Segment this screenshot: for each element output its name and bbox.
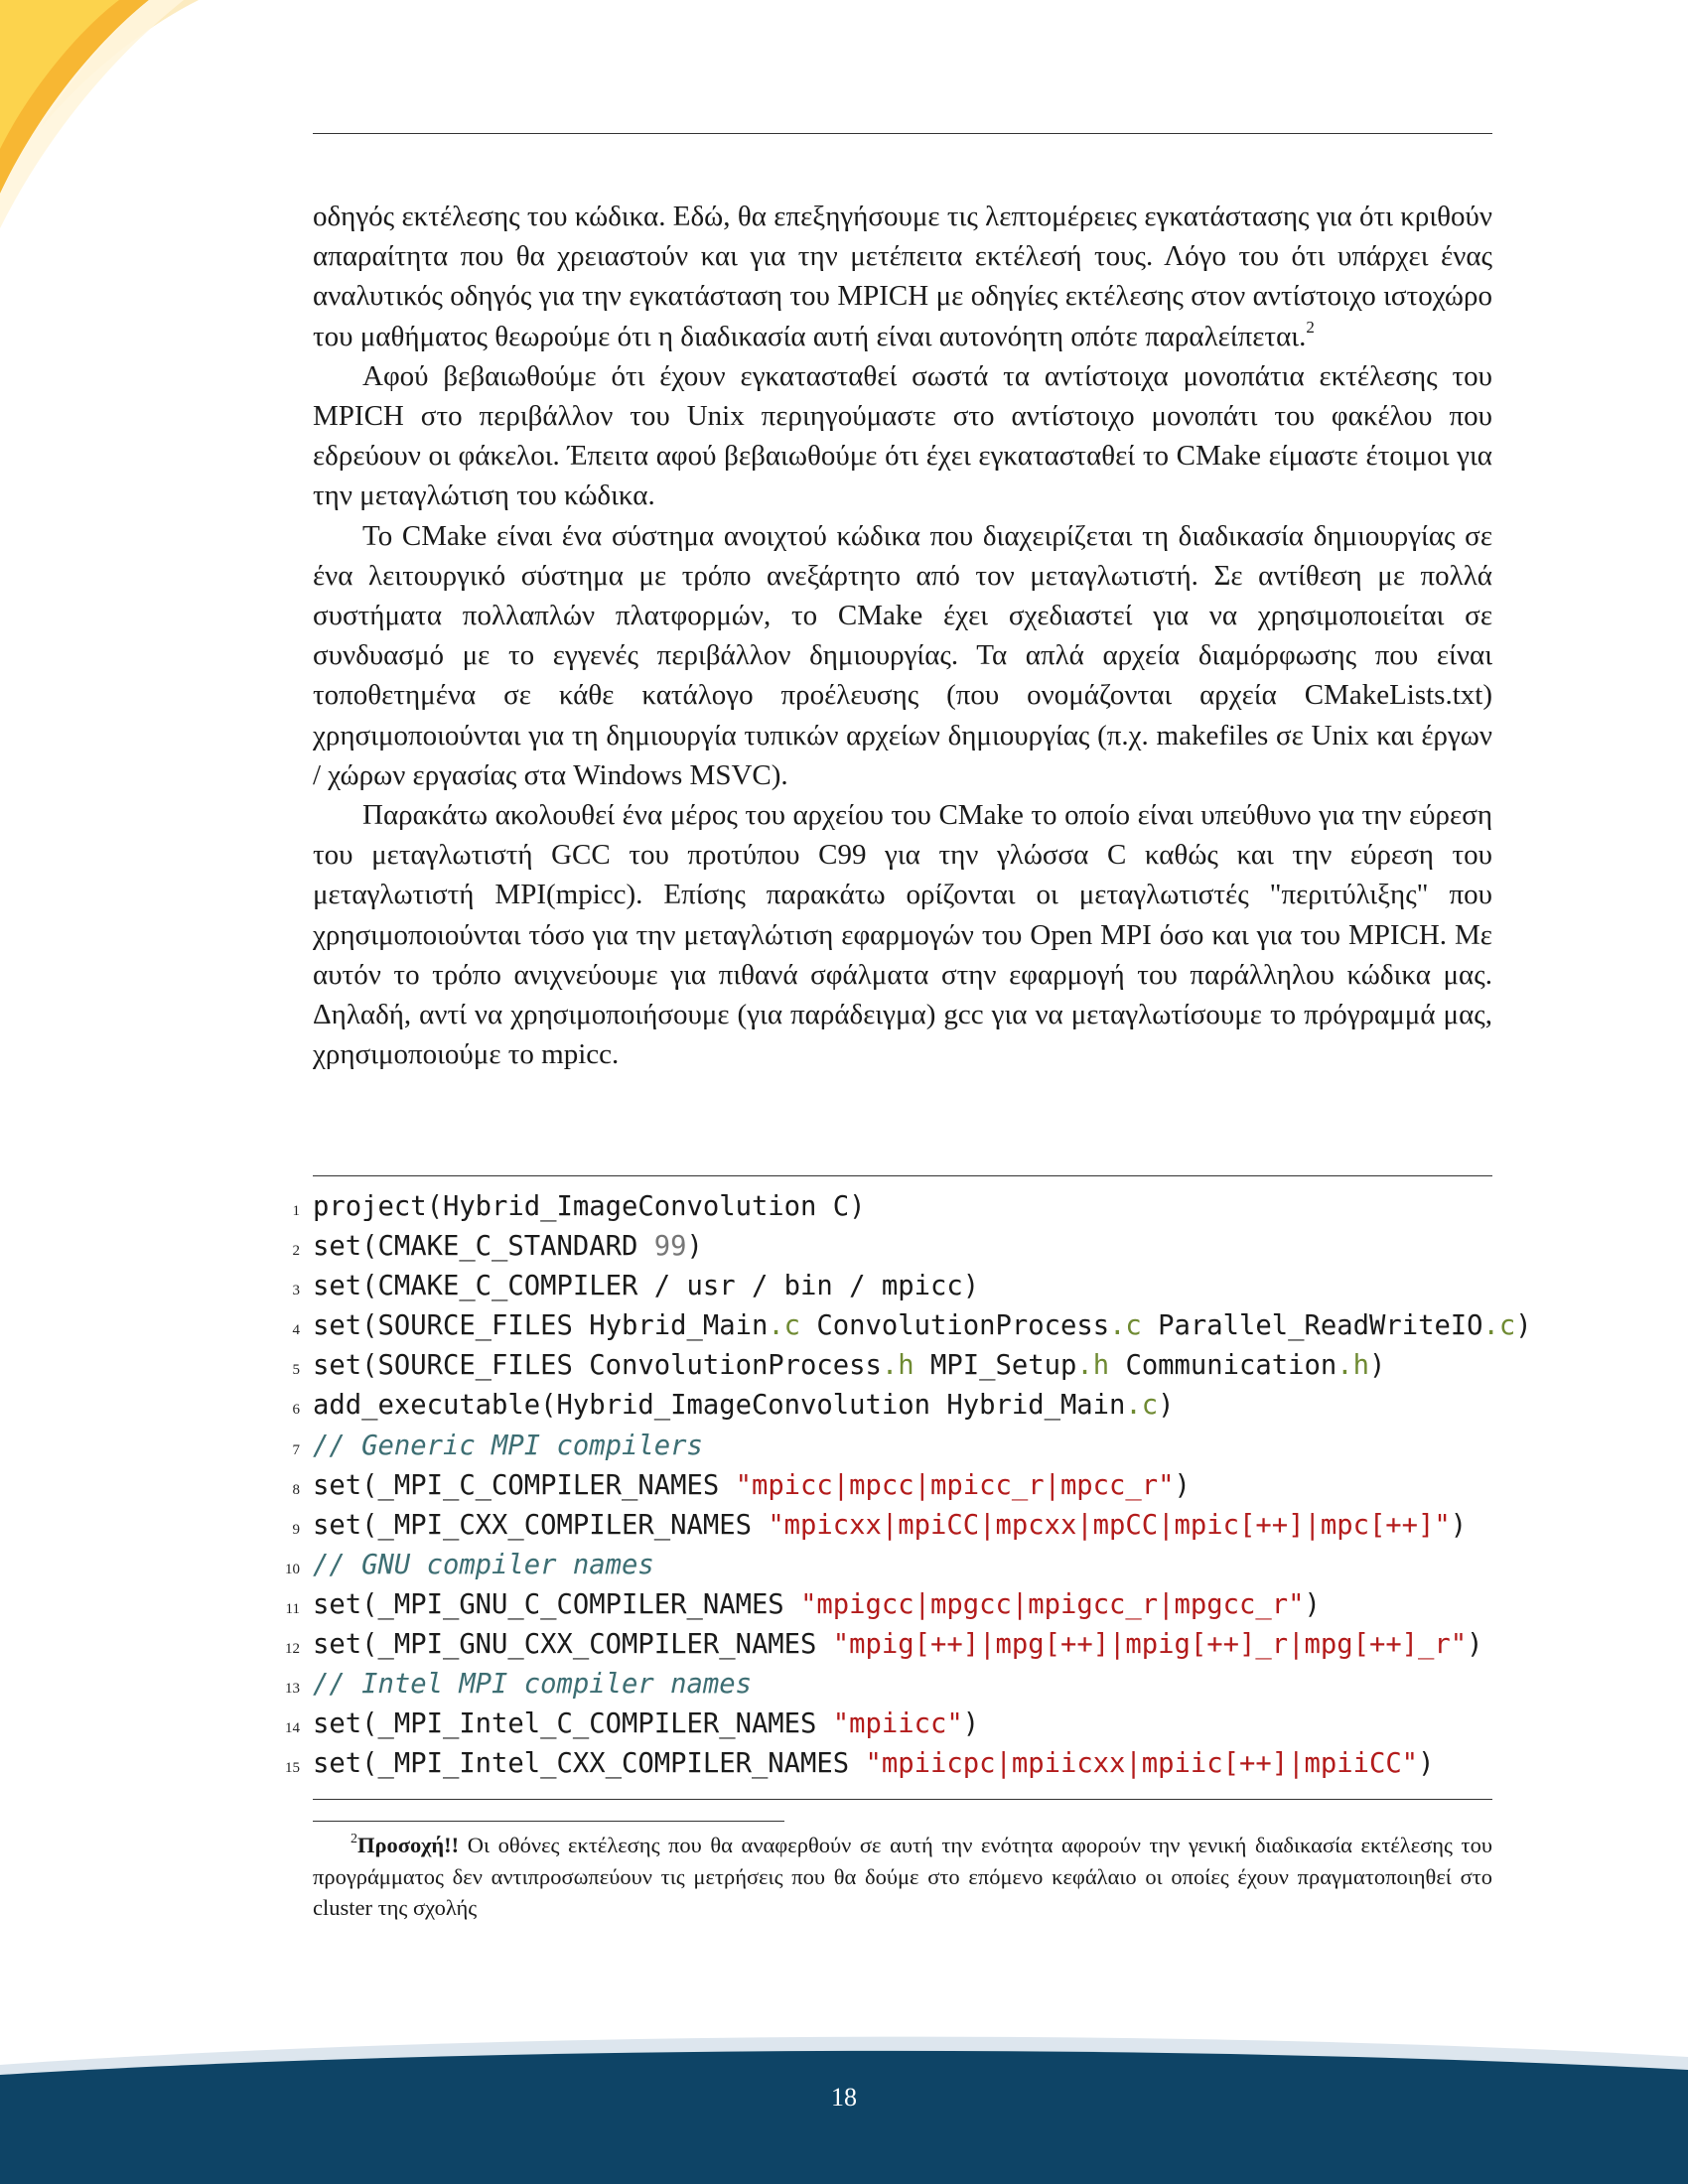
code-token: set(_MPI_GNU_C_COMPILER_NAMES <box>313 1588 801 1620</box>
line-number: 2 <box>292 1243 300 1260</box>
code-token: ) <box>1158 1390 1175 1422</box>
code-token: .h <box>1076 1350 1110 1382</box>
line-number: 6 <box>292 1402 300 1419</box>
code-token: .c <box>1125 1390 1159 1422</box>
line-number: 11 <box>285 1600 300 1617</box>
line-number: 13 <box>285 1681 300 1698</box>
code-token: ) <box>686 1231 703 1263</box>
line-number: 10 <box>285 1561 300 1577</box>
line-number: 14 <box>285 1720 300 1737</box>
line-number: 1 <box>292 1203 300 1219</box>
line-number: 8 <box>292 1481 300 1498</box>
code-token: // Intel MPI compiler names <box>313 1669 752 1701</box>
code-line <box>280 1506 1521 1546</box>
code-token: "mpig[++]|mpg[++]|mpig[++]_r|mpg[++]_r" <box>832 1629 1468 1661</box>
code-token: ) <box>1467 1629 1483 1661</box>
code-token: .c <box>1109 1310 1142 1342</box>
code-token: "mpicxx|mpiCC|mpcxx|mpCC|mpic[++]|mpc[++]" <box>768 1509 1451 1541</box>
code-token: set(_MPI_CXX_COMPILER_NAMES <box>313 1509 769 1541</box>
footnote <box>313 1830 1492 1924</box>
code-line <box>280 1585 1521 1625</box>
body-text <box>313 197 1492 1074</box>
paragraph-4: Παρακάτω ακολουθεί ένα μέρος του αρχείου του CMake το οποίο είναι υπεύθυνο για την εύρεση του μεταγλωτιστή GCC του προτύπου C99 για την γλώσσα C καθώς και την εύρεση του μεταγλωτιστή MPI(mpicc). Επίσης παρακάτω ορίζονται οι μεταγλωτιστές "περιτύλιξης" που χρησιμοποιούνται τόσο για την μεταγλώτιση εφαρμογών του Open MPI όσο και για του MPICH. Με αυτόν το τρόπο ανιχνεύουμε για πιθανά σφάλματα στην εφαρμογή του παράλληλου κώδικα μας. Δηλαδή, αντί να χρησιμοποιήσουμε (για παράδειγμα) gcc για να μεταγλωτίσουμε το πρόγραμμά μας, χρησιμοποιούμε το mpicc. <box>313 799 1492 1071</box>
code-line <box>280 1346 1521 1386</box>
code-token: ) <box>1450 1509 1468 1541</box>
line-number: 9 <box>292 1521 300 1538</box>
paragraph-2: Αφού βεβαιωθούμε ότι έχουν εγκατασταθεί σωστά τα αντίστοιχα μονοπάτια εκτέλεσης του MPICH στο περιβάλλον του Unix περιηγούμαστε στο αντίστοιχο μονοπάτι του φακέλου που εδρεύουν οι φάκελοι. Έπειτα αφού βεβαιωθούμε ότι έχει εγκατασταθεί το CMake είμαστε έτοιμοι για την μεταγλώτιση του κώδικα. <box>313 359 1492 512</box>
code-token: set(_MPI_GNU_CXX_COMPILER_NAMES <box>313 1629 833 1661</box>
code-line <box>280 1546 1521 1585</box>
footnote-number: 2 <box>351 1832 357 1846</box>
footnote-text: Οι οθόνες εκτέλεσης που θα αναφερθούν σε αυτή την ενότητα αφορούν την γενική διαδικασία εκτέλεσης του προγράμματος δεν αντιπροσωπεύουν τις μετρήσεις που θα δούμε στο επόμενο κεφάλαιο οι οποίες έχουν πραγματοποιηθεί στο cluster της σχολής <box>313 1833 1492 1921</box>
code-token: set(CMAKE_C_STANDARD <box>313 1231 654 1263</box>
line-number: 7 <box>292 1441 300 1458</box>
code-rule-top <box>313 1175 1492 1176</box>
code-token: Communication <box>1109 1350 1337 1382</box>
code-token: set(SOURCE_FILES Hybrid_Main <box>313 1310 769 1342</box>
code-token: ) <box>1304 1588 1321 1620</box>
corner-decoration <box>0 0 199 228</box>
code-token: "mpiicc" <box>832 1708 963 1740</box>
code-token: ) <box>1515 1310 1532 1342</box>
line-number: 12 <box>285 1641 300 1658</box>
code-token: set(_MPI_C_COMPILER_NAMES <box>313 1469 736 1501</box>
code-listing <box>280 1187 1532 1784</box>
paragraph-3: Το CMake είναι ένα σύστημα ανοιχτού κώδικα που διαχειρίζεται τη διαδικασία δημιουργίας σε ένα λειτουργικό σύστημα με τρόπο ανεξάρτητο από τον μεταγλωτιστή. Σε αντίθεση με πολλά συστήματα πολλαπλών πλατφορμών, το CMake έχει σχεδιαστεί για να χρησιμοποιείται σε συνδυασμό με το εγγενές περιβάλλον δημιουργίας. Τα απλά αρχεία διαμόρφωσης που είναι τοποθετημένα σε κάθε κατάλογο προέλευσης (που ονομάζονται αρχεία CMakeLists.txt) χρησιμοποιούνται για τη δημιουργία τυπικών αρχείων δημιουργίας (π.χ. makefiles σε Unix και έργων / χώρων εργασίας στα Windows MSVC). <box>313 519 1492 791</box>
footnote-bold: Προσοχή!! <box>357 1833 460 1857</box>
footnote-marker: 2 <box>1306 317 1315 337</box>
page-number: 18 <box>831 2083 857 2112</box>
code-line <box>280 1427 1521 1466</box>
code-token: ) <box>1418 1748 1435 1780</box>
code-token: .h <box>1336 1350 1369 1382</box>
code-line <box>280 1386 1521 1426</box>
code-token: Parallel_ReadWriteIO <box>1141 1310 1483 1342</box>
line-number: 3 <box>292 1283 300 1299</box>
code-line <box>280 1625 1521 1665</box>
code-token: ) <box>1174 1469 1191 1501</box>
line-number: 4 <box>292 1322 300 1339</box>
line-number: 15 <box>285 1760 300 1777</box>
code-token: set(CMAKE_C_COMPILER / usr / bin / mpicc) <box>313 1271 980 1302</box>
code-token: ) <box>1368 1350 1386 1382</box>
code-line <box>280 1466 1521 1506</box>
code-token: 99 <box>653 1231 687 1263</box>
code-token: ConvolutionProcess <box>800 1310 1110 1342</box>
code-line <box>280 1665 1521 1705</box>
code-line <box>280 1705 1521 1744</box>
code-token: add_executable(Hybrid_ImageConvolution Hybrid_Main <box>313 1390 1126 1422</box>
code-line <box>280 1306 1532 1346</box>
code-token: "mpigcc|mpgcc|mpigcc_r|mpgcc_r" <box>800 1588 1305 1620</box>
footnote-rule <box>313 1821 784 1822</box>
code-token: .h <box>881 1350 914 1382</box>
line-number: 5 <box>292 1362 300 1379</box>
code-token: "mpiicpc|mpiicxx|mpiic[++]|mpiiCC" <box>865 1748 1419 1780</box>
code-token: set(SOURCE_FILES ConvolutionProcess <box>313 1350 882 1382</box>
code-line <box>280 1227 1521 1267</box>
code-token: set(_MPI_Intel_C_COMPILER_NAMES <box>313 1708 833 1740</box>
code-line <box>280 1744 1521 1784</box>
code-token: .c <box>768 1310 801 1342</box>
code-token: set(_MPI_Intel_CXX_COMPILER_NAMES <box>313 1748 866 1780</box>
code-token: MPI_Setup <box>914 1350 1077 1382</box>
code-line <box>280 1187 1521 1227</box>
header-rule <box>313 133 1492 134</box>
code-token: .c <box>1482 1310 1516 1342</box>
code-line <box>280 1267 1521 1306</box>
code-token: project(Hybrid_ImageConvolution C) <box>313 1191 866 1222</box>
code-rule-bottom <box>313 1799 1492 1800</box>
code-token: // GNU compiler names <box>313 1549 654 1580</box>
paragraph-1: οδηγός εκτέλεσης του κώδικα. Εδώ, θα επεξηγήσουμε τις λεπτομέρειες εγκατάστασης για ότι κριθούν απαραίτητα που θα χρειαστούν και για την μετέπειτα εκτέλεσή τους. Λόγο του ότι υπάρχει ένας αναλυτικός οδηγός για την εγκατάσταση του MPICH με οδηγίες εκτέλεσης στον αντίστοιχο ιστοχώρο του μαθήματος θεωρούμε ότι η διαδικασία αυτή είναι αυτονόητη οπότε παραλείπεται.$^2$ <box>313 201 1492 352</box>
code-token: // Generic MPI compilers <box>313 1430 703 1461</box>
code-token: ) <box>962 1708 980 1740</box>
code-token: "mpicc|mpcc|mpicc_r|mpcc_r" <box>735 1469 1175 1501</box>
